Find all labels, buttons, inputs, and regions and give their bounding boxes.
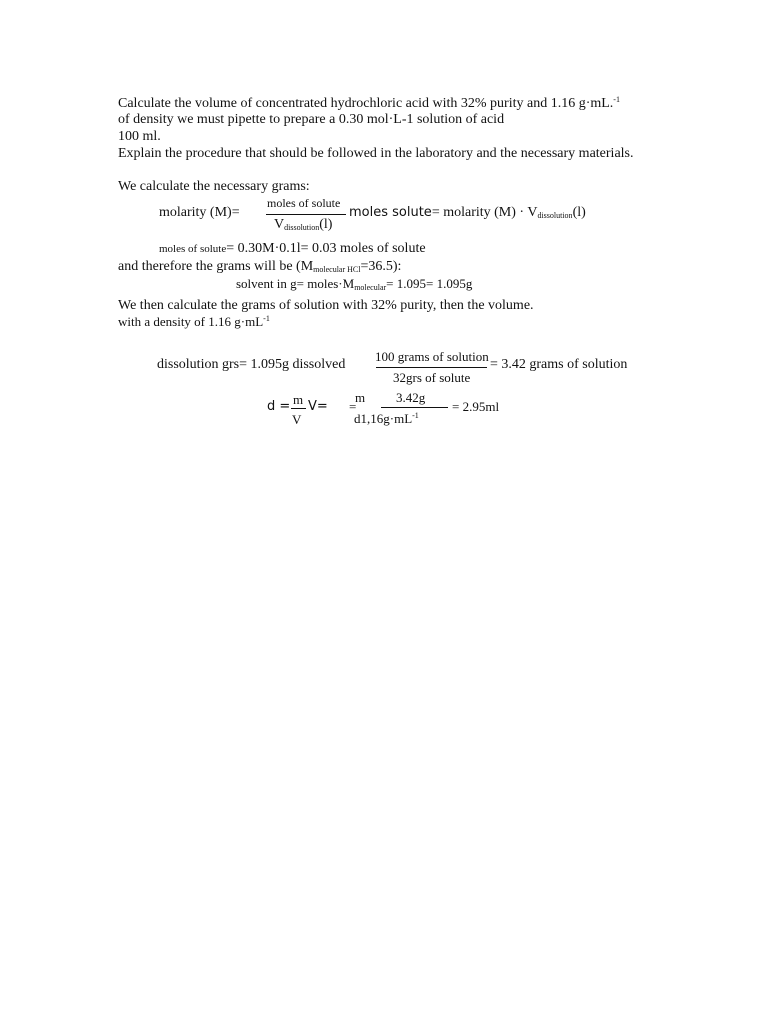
problem-line-1-text: Calculate the volume of concentrated hydrochloric acid with 32% purity and 1.16 g·mL. — [118, 96, 614, 111]
density-frac-num: m — [293, 392, 304, 407]
volume-den-text: d1,16g·mL — [354, 411, 413, 426]
problem-line-2: of density we must pipette to prepare a 0.30 mol·L-1 solution of acid — [118, 112, 505, 127]
moles-calc-rest: = 0.30M·0.1l= 0.03 moles of solute — [226, 241, 426, 256]
moles-calc-label: moles of solute — [159, 243, 227, 255]
molarity-fraction-bar — [266, 214, 346, 215]
moles-solute-tail: (l) — [572, 205, 586, 220]
molarity-den-tail: (l) — [319, 217, 333, 232]
problem-line-1-sup: -1 — [613, 95, 620, 104]
moles-solute-label: moles solute — [349, 205, 432, 220]
density-frac-den: V — [292, 412, 302, 427]
moles-solute-eq: = molarity (M) · V — [431, 205, 538, 220]
density-lhs: d = — [267, 399, 291, 414]
moles-solute-sub: dissolution — [537, 211, 573, 220]
volume-result: = 2.95ml — [452, 399, 500, 414]
dissolution-fraction-bar — [376, 367, 487, 368]
problem-line-4: Explain the procedure that should be followed in the laboratory and the necessary materials. — [118, 146, 634, 161]
volume-value-den — [354, 412, 419, 425]
grams-sub: molecular HCl — [313, 265, 361, 274]
molarity-denominator — [274, 218, 332, 232]
moles-calc — [159, 240, 426, 256]
dissolution-denominator: 32grs of solute — [393, 370, 471, 385]
dissolution-rhs: = 3.42 grams of solution — [490, 357, 628, 372]
problem-line-3: 100 ml. — [118, 129, 161, 144]
molarity-den-sub: dissolution — [284, 223, 320, 232]
molarity-lhs: molarity (M)= — [159, 205, 240, 220]
solvent-tail: = 1.095= 1.095g — [386, 276, 473, 291]
solvent-text: solvent in g= moles·M — [236, 276, 355, 291]
volume-fraction-bar — [381, 407, 448, 408]
solvent-sub: molecular — [354, 283, 387, 292]
density-text: with a density of 1.16 g·mL — [118, 314, 264, 329]
density-line — [118, 315, 270, 328]
volume-eq-sign: = — [349, 399, 357, 414]
problem-line-1 — [118, 96, 620, 111]
volume-value-num: 3.42g — [396, 390, 426, 405]
solvent-line — [236, 277, 472, 292]
volume-den-sup: -1 — [412, 411, 419, 420]
work-intro: We calculate the necessary grams: — [118, 179, 310, 194]
density-frac-bar — [291, 408, 306, 409]
molarity-numerator: moles of solute — [267, 196, 341, 210]
purity-line: We then calculate the grams of solution with 32% purity, then the volume. — [118, 298, 534, 313]
volume-label: V= — [308, 399, 328, 414]
volume-m-num: m — [355, 390, 366, 405]
molarity-den-v: V — [274, 217, 285, 232]
dissolution-lhs: dissolution grs= 1.095g dissolved — [157, 357, 346, 372]
grams-tail: =36.5): — [360, 259, 402, 274]
density-sup: -1 — [263, 314, 270, 323]
dissolution-numerator: 100 grams of solution — [375, 349, 489, 364]
grams-line — [118, 260, 401, 274]
grams-text: and therefore the grams will be (M — [118, 259, 314, 274]
moles-solute-equation — [349, 206, 586, 220]
